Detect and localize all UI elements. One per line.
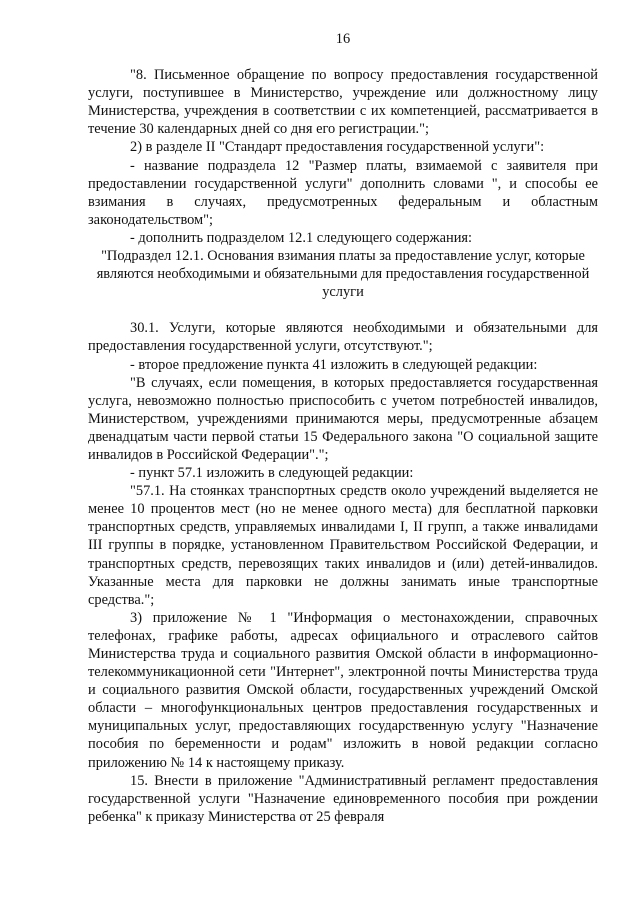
paragraph-item-15: 15. Внести в приложение "Административный регламент предоставления государственной услуги "Назначение единовременного пособия при рождении ребенка" к приказу Министерства от 25 февраля (88, 772, 598, 825)
page-number: 16 (335, 31, 351, 47)
spacer (88, 301, 598, 319)
paragraph-57-1-text: "57.1. На стоянках транспортных средств около учреждений выделяется не менее 10 процентов мест (но не менее одного места) для бесплатной парковки транспортных средств, управляемых инвалидами I, II групп, а также инвалидами III группы в порядке, установленном Правительством Российской Федерации, и транспортных средств, перевозящих таких инвалидов и (или) детей-инвалидов. Указанные места для парковки не должны занимать иные транспортные средства."; (88, 483, 598, 608)
paragraph-item-41: - второе предложение пункта 41 изложить в следующей редакции: (130, 356, 538, 373)
document-page (88, 30, 598, 826)
paragraph-item-41-text: "В случаях, если помещения, в которых предоставляется государственная услуга, невозможно полностью приспособить с учетом потребностей инвалидов, Министерством, учреждениями принимаются меры, предусмотренные абзацем двенадцатым части первой статьи 15 Федерального закона "О социальной защите инвалидов в Российской Федерации"."; (88, 374, 598, 463)
paragraph-30-1: 30.1. Услуги, которые являются необходимыми и обязательными для предоставления государственной услуги, отсутствуют."; (88, 320, 598, 355)
subsection-heading: "Подраздел 12.1. Основания взимания платы за предоставление услуг, которые являются необходимыми и обязательными для предоставления государственной услуги (96, 248, 590, 301)
paragraph-section-2: 2) в разделе II "Стандарт предоставления государственной услуги": (130, 139, 545, 156)
paragraph-item-8: "8. Письменное обращение по вопросу предоставления государственной услуги, поступившее в Министерство, учреждение или должностному лицу Министерства, учреждения в соответствии с их компетенцией, рассматривается в течение 30 календарных дней со дня его регистрации."; (88, 67, 598, 138)
paragraph-subsection-12-name: - название подраздела 12 "Размер платы, взимаемой с заявителя при предоставлении государственной услуги" дополнить словами ", и способы ее взимания в случаях, предусмотренных федеральным и областным законодательством"; (88, 157, 598, 228)
paragraph-appendix-1: 3) приложение № 1 "Информация о местонахождении, справочных телефонах, графике работы, адресах официального и отраслевого сайтов Министерства труда и социального развития Омской области в информационно-телекоммуникационной сети "Интернет", электронной почты Министерства труда и социального развития Омской области, государственных учреждений Омской области – многофункциональных центров предоставления государственных и муниципальных услуг, предоставляющих государственную услугу "Назначение пособия по беременности и родам" изложить в новой редакции согласно приложению № 14 к настоящему приказу. (88, 609, 598, 771)
paragraph-item-57-1: - пункт 57.1 изложить в следующей редакции: (130, 465, 414, 482)
paragraph-add-subsection: - дополнить подразделом 12.1 следующего содержания: (130, 229, 473, 246)
